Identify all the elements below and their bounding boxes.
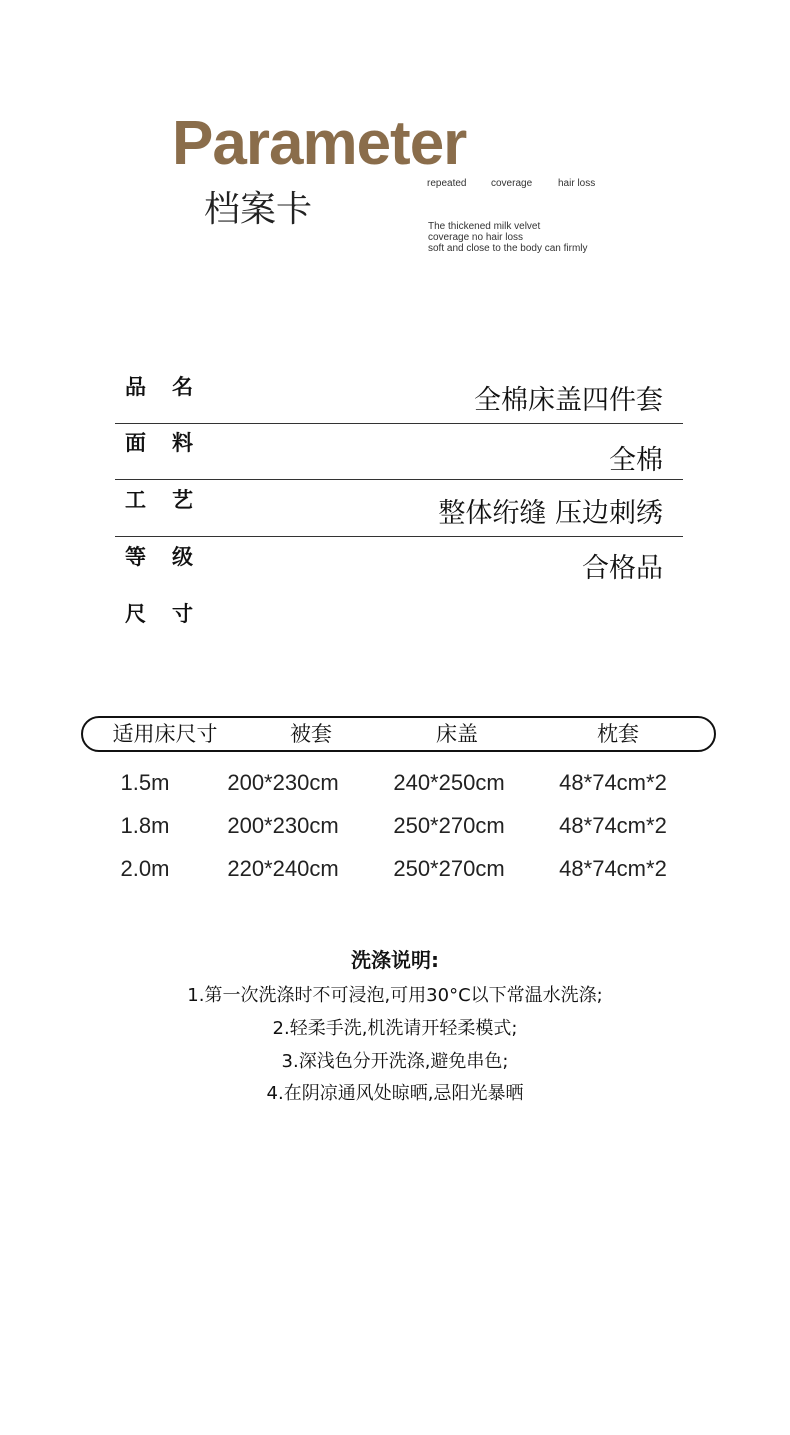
- spec-key: 尺寸: [125, 602, 219, 626]
- washing-instruction: 4.在阴凉通风处晾晒,忌阳光暴晒: [266, 1083, 524, 1104]
- size-cell: 200*230cm: [227, 813, 339, 838]
- size-cell: 250*270cm: [393, 813, 505, 838]
- washing-instruction: 2.轻柔手洗,机洗请开轻柔模式;: [272, 1018, 518, 1039]
- spec-value: 全棉床盖四件套: [474, 385, 663, 416]
- washing-instruction: 3.深浅色分开洗涤,避免串色;: [281, 1051, 509, 1072]
- description-line: soft and close to the body can firmly: [428, 243, 588, 254]
- description-line: The thickened milk velvet: [428, 221, 541, 232]
- washing-instruction: 1.第一次洗涤时不可浸泡,可用30°C以下常温水洗涤;: [187, 985, 603, 1006]
- size-cell: 250*270cm: [393, 856, 505, 881]
- washing-title: 洗涤说明:: [351, 948, 439, 972]
- spec-row-name: [115, 367, 683, 424]
- size-header-cell: 适用床尺寸: [112, 722, 218, 746]
- size-cell: 48*74cm*2: [559, 813, 667, 838]
- spec-row-craft: [115, 480, 683, 537]
- spec-value: 合格品: [582, 553, 663, 584]
- feature-tag: repeated: [427, 178, 467, 189]
- size-cell: 48*74cm*2: [559, 770, 667, 795]
- spec-row-size: [115, 594, 683, 650]
- spec-key: 等级: [125, 545, 219, 569]
- size-header-cell: 被套: [290, 722, 332, 746]
- size-header-cell: 枕套: [597, 722, 639, 746]
- size-cell: 240*250cm: [393, 770, 505, 795]
- size-cell: 220*240cm: [227, 856, 339, 881]
- spec-row-fabric: [115, 423, 683, 480]
- size-cell: 2.0m: [120, 856, 170, 881]
- spec-row-grade: [115, 537, 683, 593]
- description-line: coverage no hair loss: [428, 232, 524, 243]
- spec-key: 工艺: [125, 488, 219, 512]
- size-header-cell: 床盖: [436, 722, 478, 746]
- size-cell: 48*74cm*2: [559, 856, 667, 881]
- size-cell: 200*230cm: [227, 770, 339, 795]
- spec-value: 整体绗缝 压边刺绣: [438, 498, 663, 529]
- size-table-header: [81, 716, 716, 752]
- feature-tag: coverage: [491, 178, 533, 189]
- size-cell: 1.5m: [120, 770, 170, 795]
- spec-key: 品名: [125, 375, 219, 399]
- page-title-en: Parameter: [172, 109, 467, 178]
- page-title-cn: 档案卡: [204, 189, 313, 230]
- spec-key: 面料: [125, 431, 219, 455]
- product-description: [428, 221, 588, 254]
- size-cell: 1.8m: [120, 813, 170, 838]
- feature-tag: hair loss: [558, 178, 596, 189]
- spec-value: 全棉: [609, 445, 663, 476]
